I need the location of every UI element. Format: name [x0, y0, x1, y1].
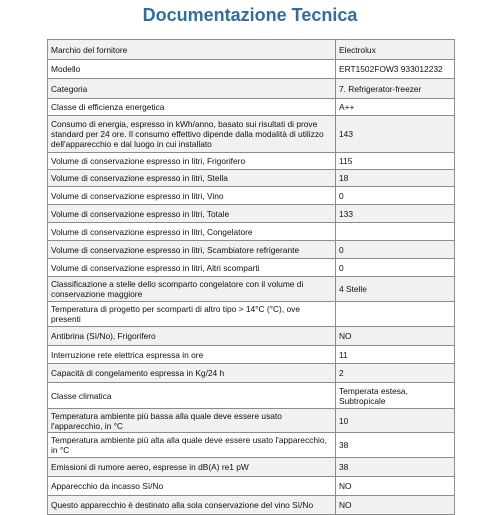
row-value: 38 — [336, 433, 455, 458]
row-label: Apparecchio da incasso Sì/No — [48, 477, 336, 496]
table-row — [48, 79, 455, 99]
row-label: Emissioni di rumore aereo, espresse in dB(A) re1 pW — [48, 458, 336, 477]
row-value: 18 — [336, 170, 455, 187]
row-label: Questo apparecchio è destinato alla sola conservazione del vino Sì/No — [48, 496, 336, 515]
row-value: 7. Refrigerator-freezer — [336, 79, 455, 99]
row-label: Volume di conservazione espresso in litri, Frigorifero — [48, 153, 336, 170]
table-row — [48, 116, 455, 153]
row-value: 0 — [336, 187, 455, 205]
table-row — [48, 259, 455, 277]
row-value: 115 — [336, 153, 455, 170]
row-value: 2 — [336, 364, 455, 383]
row-label: Volume di conservazione espresso in litri, Congelatore — [48, 223, 336, 241]
table-row — [48, 496, 455, 515]
row-value: A++ — [336, 99, 455, 116]
row-value — [336, 302, 455, 327]
spec-table — [47, 39, 455, 515]
row-value: NO — [336, 496, 455, 515]
row-label: Volume di conservazione espresso in litri, Altri scomparti — [48, 259, 336, 277]
row-value: NO — [336, 327, 455, 346]
row-label: Classe climatica — [48, 383, 336, 409]
row-value: Temperata estesa, Subtropicale — [336, 383, 455, 409]
row-label: Volume di conservazione espresso in litri, Scambiatore refrigerante — [48, 241, 336, 259]
row-label: Modello — [48, 60, 336, 79]
table-row — [48, 170, 455, 187]
table-row — [48, 346, 455, 364]
row-value: 143 — [336, 116, 455, 153]
row-label: Temperatura ambiente più bassa alla quale deve essere usato l'apparecchio, in °C — [48, 409, 336, 433]
row-label: Classe di efficienza energetica — [48, 99, 336, 116]
row-label: Consumo di energia, espresso in kWh/anno, basato sui risultati di prove standard per 24 ore. Il consumo effettivo dipende dalla modalità di utilizzo dell'apparecchio e dal luogo in cui installato — [48, 116, 336, 153]
row-label: Categoria — [48, 79, 336, 99]
table-row — [48, 153, 455, 170]
row-label: Temperatura ambiente più alta alla quale deve essere usato l'apparecchio, in °C — [48, 433, 336, 458]
table-row — [48, 223, 455, 241]
row-value: 11 — [336, 346, 455, 364]
row-label: Volume di conservazione espresso in litri, Totale — [48, 205, 336, 223]
row-label: Marchio del fornitore — [48, 40, 336, 60]
row-label: Temperatura di progetto per scomparti di altro tipo > 14°C (°C), ove presenti — [48, 302, 336, 327]
table-row — [48, 60, 455, 79]
row-value — [336, 223, 455, 241]
row-value: Electrolux — [336, 40, 455, 60]
table-row — [48, 277, 455, 302]
table-row — [48, 383, 455, 409]
table-row — [48, 187, 455, 205]
row-label: Classificazione a stelle dello scomparto congelatore con il volume di conservazione maggiore — [48, 277, 336, 302]
table-row — [48, 40, 455, 60]
table-row — [48, 302, 455, 327]
table-row — [48, 364, 455, 383]
table-row — [48, 327, 455, 346]
table-row — [48, 458, 455, 477]
row-label: Interruzione rete elettrica espressa in ore — [48, 346, 336, 364]
row-label: Capacità di congelamento espressa in Kg/24 h — [48, 364, 336, 383]
row-value: 4 Stelle — [336, 277, 455, 302]
row-value: 10 — [336, 409, 455, 433]
document-title: Documentazione Tecnica — [142, 5, 358, 25]
row-value: 133 — [336, 205, 455, 223]
table-row — [48, 433, 455, 458]
row-value: 38 — [336, 458, 455, 477]
row-label: Antibrina (Sì/No), Frigorifero — [48, 327, 336, 346]
table-row — [48, 205, 455, 223]
table-row — [48, 241, 455, 259]
row-value: 0 — [336, 259, 455, 277]
row-label: Volume di conservazione espresso in litri, Stella — [48, 170, 336, 187]
row-value: 0 — [336, 241, 455, 259]
table-row — [48, 477, 455, 496]
row-value: NO — [336, 477, 455, 496]
row-label: Volume di conservazione espresso in litri, Vino — [48, 187, 336, 205]
table-row — [48, 409, 455, 433]
table-row — [48, 99, 455, 116]
row-value: ERT1502FOW3 933012232 — [336, 60, 455, 79]
